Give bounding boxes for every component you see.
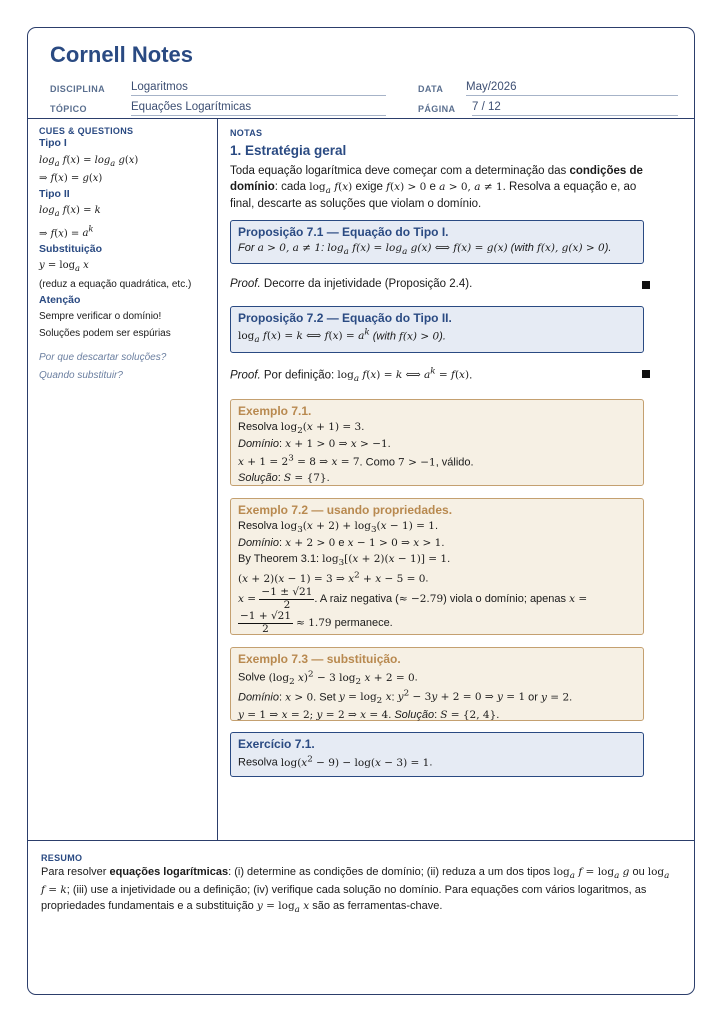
exe-line1: Resolva $\log(x^2 - 9) - \log(x - 3) = 1$. [238, 754, 433, 769]
header-divider [28, 118, 694, 119]
exercise-7-1 [230, 732, 644, 777]
proposition-7-1 [230, 220, 644, 264]
cue-subst-note: (reduz a equação quadrática, etc.) [39, 278, 192, 290]
ex2-line2: Domínio: x + 2 > 0 e x − 1 > 0 ⇒ x > 1. [238, 537, 445, 550]
ex2-title: Exemplo 7.2 — usando propriedades. [238, 503, 453, 518]
notes-column [230, 127, 644, 777]
example-7-2 [230, 498, 644, 635]
summary-label: RESUMO [41, 853, 83, 863]
cue-tipo1-eq1: $\log_a f(x) = \log_a g(x)$ [39, 154, 139, 168]
proposition-7-2 [230, 306, 644, 353]
disciplina-label: DISCIPLINA [50, 84, 106, 94]
cue-question-1: Por que descartar soluções? [39, 352, 167, 364]
page-title: Cornell Notes [50, 42, 194, 67]
prop1-body: For a > 0, a ≠ 1: $\log_a f(x) = \log_a g(x)$ ⟺ f(x) = g(x) (with f(x), g(x) > 0). [238, 241, 612, 257]
topico-value: Equações Logarítmicas [131, 101, 386, 116]
summary-text: Para resolver equações logarítmicas: (i) determine as condições de domínio; (ii) reduza a um dos tipos $\log_a f = \log_a g$ ou $\log_a f = k$; (iii) use a injetividade ou a definição; (iv) verifique cada solução no domínio. Para equações com vários logaritmos, as propriedades fundamentais e a substituição $y = \log_a x$ são as ferramentas-chave. [41, 866, 670, 915]
ex3-title: Exemplo 7.3 — substituição. [238, 652, 401, 667]
cornell-page [27, 27, 695, 995]
ex2-line5: x = $\frac{-1 \pm √21}{2}$ . A raiz negativa (≈ −2.79) viola o domínio; apenas x = $\frac{-1 + √21}{2}$ ≈ 1.79 permanece. [238, 585, 588, 635]
cue-tipo2-eq2: ⇒ $f(x) = a^k$ [39, 223, 94, 239]
cue-tipo2-eq1: $\log_a f(x) = k$ [39, 205, 101, 219]
ex1-title: Exemplo 7.1. [238, 404, 312, 419]
cue-question-2: Quando substituir? [39, 370, 123, 382]
prop2-body: $\log_a f(x) = k$ ⟺ $f(x) = a^k$ (with f(x) > 0). [238, 327, 446, 346]
ex3-line3: y = 1 ⇒ x = 2; y = 2 ⇒ x = 4. Solução: S = {2, 4}. [238, 708, 500, 721]
ex1-line4: Solução: S = {7}. [238, 471, 330, 484]
qed-square-2 [642, 370, 650, 378]
notes-heading: 1. Estratégia geral [230, 143, 347, 159]
qed-square-1 [642, 281, 650, 289]
cues-column [39, 127, 213, 381]
ex2-line4: (x + 2)(x − 1) = 3 ⇒ $x^2 + x - 5 = 0$. [238, 570, 429, 585]
exe-title: Exercício 7.1. [238, 737, 315, 752]
ex3-line2: Domínio: x > 0. Set $y = \log_2 x$: $y^2 - 3y + 2 = 0$ ⇒ y = 1 or y = 2. [238, 688, 573, 707]
notes-label: NOTAS [230, 128, 263, 138]
notes-intro: Toda equação logarítmica deve começar com a determinação das condições de domínio: cada $\log_a f(x)$ exige f(x) > 0 e a > 0, a ≠ 1. Resolva a equação e, ao final, descarte as soluções que violam o domínio. [230, 165, 643, 211]
disciplina-value: Logaritmos [131, 81, 386, 96]
pagina-label: PÁGINA [418, 104, 456, 114]
cue-tipo1-eq2: ⇒ f(x) = g(x) [39, 172, 103, 184]
topico-label: TÓPICO [50, 104, 87, 114]
cue-atencao-1: Sempre verificar o domínio! [39, 311, 162, 323]
ex1-line3: $x + 1 = 2^3 = 8$ ⇒ x = 7. Como 7 > −1, válido. [238, 453, 474, 469]
prop1-title: Proposição 7.1 — Equação do Tipo I. [238, 224, 449, 239]
cue-tipo1-heading: Tipo I [39, 137, 67, 149]
proof-2: Proof. Por definição: $\log_a f(x) = k$ ⟺ $a^k = f(x)$. [230, 366, 644, 386]
example-7-3 [230, 647, 644, 721]
ex2-line3: By Theorem 3.1: $\log_3[(x + 2)(x - 1)] = 1$. [238, 552, 451, 568]
cue-tipo2-heading: Tipo II [39, 187, 70, 200]
cue-subst-eq: $y = \log_a x$ [39, 260, 89, 274]
proof-1: Proof. Decorre da injetividade (Proposição 2.4). [230, 277, 644, 293]
cue-atencao-heading: Atenção [39, 293, 81, 306]
data-value: May/2026 [466, 81, 678, 96]
cue-subst-heading: Substituição [39, 242, 103, 255]
summary-divider [28, 840, 694, 841]
summary-section [41, 852, 671, 917]
ex1-line2: Domínio: x + 1 > 0 ⇒ x > −1. [238, 438, 391, 451]
cues-label: CUES & QUESTIONS [39, 126, 134, 136]
pagina-value: 7 / 12 [472, 101, 678, 116]
cue-atencao-2: Soluções podem ser espúrias [39, 328, 171, 340]
column-divider [217, 118, 218, 840]
ex1-line1: Resolva $\log_2(x + 1) = 3$. [238, 421, 365, 437]
prop2-title: Proposição 7.2 — Equação do Tipo II. [238, 310, 452, 325]
ex3-line1: Solve ($\log_2$ x)$^2$ − 3 $\log_2 x + 2 = 0$. [238, 669, 418, 687]
example-7-1 [230, 399, 644, 486]
data-label: DATA [418, 84, 444, 94]
ex2-line1: Resolva $\log_3(x + 2) + \log_3(x - 1) = 1$. [238, 520, 439, 536]
